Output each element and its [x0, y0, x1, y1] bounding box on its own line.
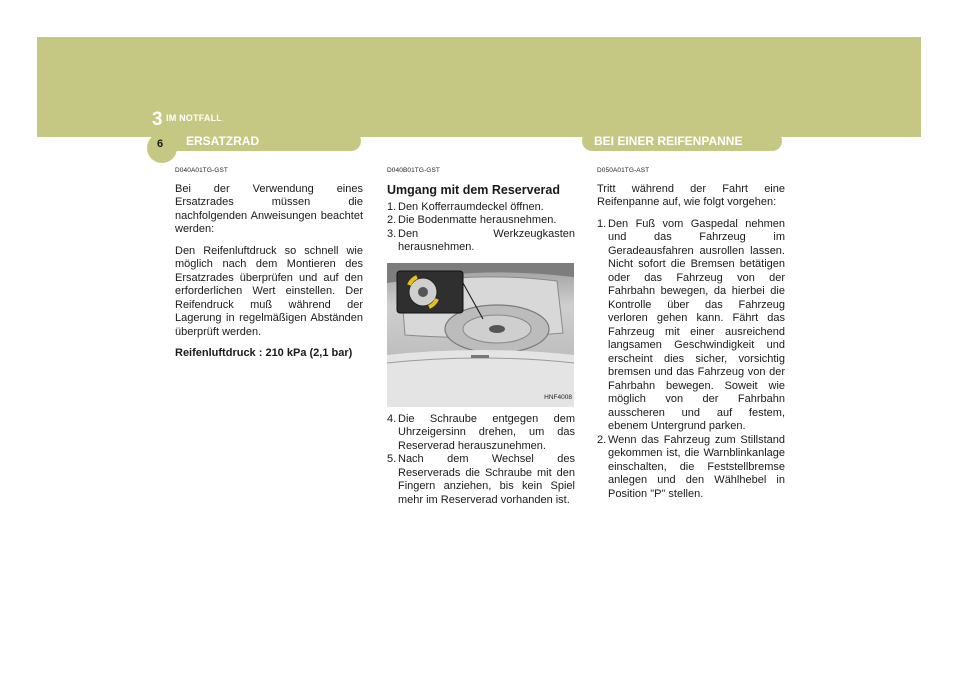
column-flat-tire [597, 164, 785, 501]
section-tab-reifenpanne: BEI EINER REIFENPANNE [582, 131, 782, 151]
trunk-spare-wheel-figure [387, 263, 574, 407]
chapter-number: 3 [152, 109, 163, 130]
section-code: D040B01TG-GST [387, 167, 440, 174]
steps-list-a [387, 201, 575, 255]
paragraph-intro: Tritt während der Fahrt eine Reifenpanne auf, wie folgt vorgehen: [597, 182, 785, 208]
column-spare-wheel [175, 164, 363, 369]
list-item: 1. Den Fuß vom Gaspedal nehmen und das Fahrzeug im Geradeausfahren ausrollen lassen. Nicht sofort die Bremsen betätigen oder das Fahrzeug von der Fahrbahn bewegen, da hierbei die Kontrolle über das Fahrzeug verloren gehen kann. Fährt das Fahrzeug mit einer ausreichend langsamen Geschwindigkeit und erscheint dies sicher, vorsichtig bremsen und das Fahrzeug von der Fahrbahn bewegen. Soweit wie möglich von der Fahrbahn ausscheren und auf festem, ebenem Untergrund parken. [597, 217, 785, 432]
section-code: D040A01TG-GST [175, 167, 228, 174]
steps-list-b [387, 413, 575, 508]
list-item: 1. Den Kofferraumdeckel öffnen. [387, 200, 544, 213]
paragraph-pressure-check: Den Reifenluftdruck so schnell wie möglich nach dem Montieren des Ersatzrades überprüfen und auf den erforderlichen Wert einstellen. Der Reifendruck muß während der Lagerung in regelmäßigen Abständen überprüft werden. [175, 244, 363, 338]
section-tab-ersatzrad: ERSATZRAD [164, 131, 361, 151]
list-item: 4. Die Schraube entgegen dem Uhrzeigersinn drehen, um das Reserverad herauszunehmen. [387, 412, 575, 452]
trunk-illustration [387, 263, 574, 407]
chapter-title: IM NOTFALL [166, 113, 222, 123]
list-item: 3. Den Werkzeugkasten herausnehmen. [387, 227, 575, 253]
column-spare-handling [387, 164, 575, 507]
list-item: 5. Nach dem Wechsel des Reserverads die Schraube mit den Fingern anziehen, bis kein Spiel mehr im Reserverad vorhanden ist. [387, 453, 575, 506]
list-item: 2. Wenn das Fahrzeug zum Stillstand gekommen ist, die Warnblinkanlage einschalten, die Feststellbremse anlegen und den Wählhebel in Position "P" stellen. [597, 433, 785, 500]
list-item: 2. Die Bodenmatte herausnehmen. [387, 214, 557, 226]
figure-label: HNF4008 [544, 394, 572, 401]
tire-pressure-value: Reifenluftdruck : 210 kPa (2,1 bar) [175, 347, 353, 359]
section-heading: Umgang mit dem Reserverad [387, 182, 560, 197]
page-number: 6 [156, 138, 164, 150]
paragraph-intro: Bei der Verwendung eines Ersatzrades müssen die nachfolgenden Anweisungen beachtet werden: [175, 182, 363, 235]
steps-list [597, 218, 785, 502]
section-code: D050A01TG-AST [597, 167, 650, 174]
